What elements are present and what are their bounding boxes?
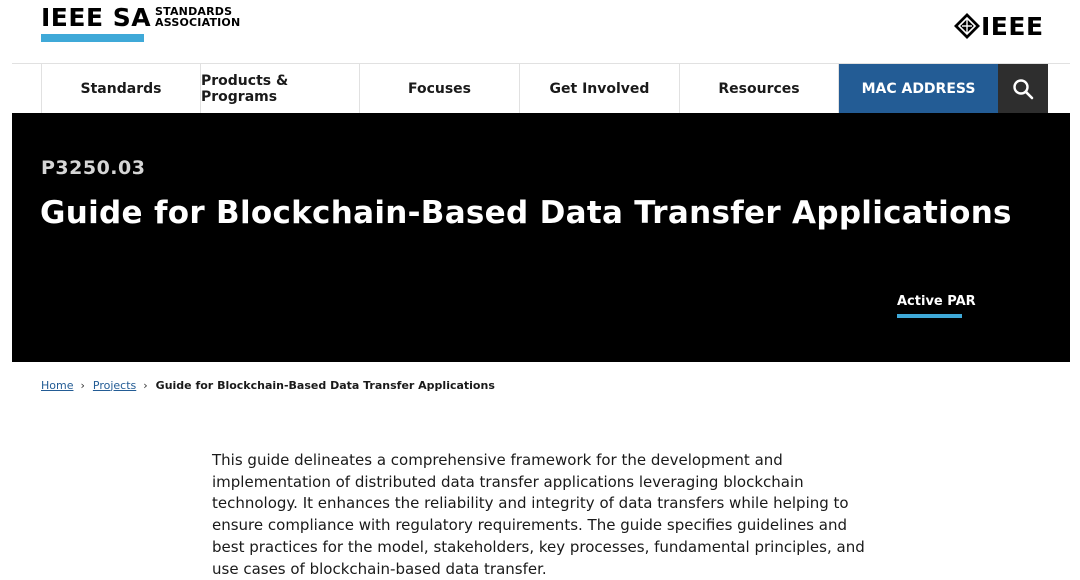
nav-item-standards[interactable] bbox=[41, 64, 201, 113]
ieee-diamond-icon bbox=[953, 12, 983, 42]
breadcrumb-home-link[interactable]: Home bbox=[41, 378, 74, 392]
page-title: Guide for Blockchain-Based Data Transfer Applications bbox=[40, 195, 1012, 231]
site-header bbox=[0, 0, 1080, 64]
status-underline bbox=[897, 314, 962, 318]
ieee-logo[interactable] bbox=[953, 12, 1049, 42]
breadcrumb-projects-link[interactable]: Projects bbox=[92, 378, 137, 392]
par-number: P3250.03 bbox=[41, 157, 146, 179]
hero-banner bbox=[12, 113, 1070, 362]
nav-item-get-involved[interactable] bbox=[520, 64, 680, 113]
nav-item-products-programs[interactable] bbox=[201, 64, 360, 113]
nav-item-label: Products & Programs bbox=[201, 72, 289, 105]
ieee-sa-logo[interactable] bbox=[41, 5, 241, 45]
chevron-right-icon: › bbox=[143, 378, 148, 392]
standards-text: STANDARDS bbox=[155, 5, 233, 18]
nav-item-label: Resources bbox=[718, 80, 800, 97]
ieee-sa-wordmark: IEEE SA bbox=[41, 3, 152, 32]
search-button[interactable] bbox=[998, 64, 1048, 113]
breadcrumb-current: Guide for Blockchain-Based Data Transfer Applications bbox=[155, 378, 495, 392]
main-nav bbox=[41, 64, 1048, 113]
nav-item-resources[interactable] bbox=[680, 64, 839, 113]
nav-item-label: MAC ADDRESS bbox=[861, 80, 976, 97]
nav-item-label: Focuses bbox=[407, 80, 472, 97]
nav-item-mac-address[interactable] bbox=[839, 64, 998, 113]
nav-item-focuses[interactable] bbox=[360, 64, 520, 113]
status-tab-active-par[interactable]: Active PAR bbox=[897, 294, 976, 309]
breadcrumb bbox=[41, 377, 495, 393]
logo-accent-bar bbox=[41, 34, 144, 42]
project-description: This guide delineates a comprehensive framework for the development and implementation of distributed data transfer applications leveraging blockchain technology. It enhances the reliability and integrity of data transfers while helping to ensure compliance with regulatory requirements. The guide specifies guidelines and best practices for the model, stakeholders, key processes, fundamental principles, and use cases of blockchain-based data transfer. bbox=[212, 451, 865, 578]
chevron-right-icon: › bbox=[80, 378, 85, 392]
nav-item-label: Get Involved bbox=[549, 80, 650, 97]
standards-association-text bbox=[155, 6, 240, 28]
ieee-wordmark: IEEE bbox=[981, 12, 1044, 41]
search-icon bbox=[1012, 78, 1034, 100]
nav-item-label: Standards bbox=[80, 80, 162, 97]
association-text: ASSOCIATION bbox=[155, 16, 241, 29]
